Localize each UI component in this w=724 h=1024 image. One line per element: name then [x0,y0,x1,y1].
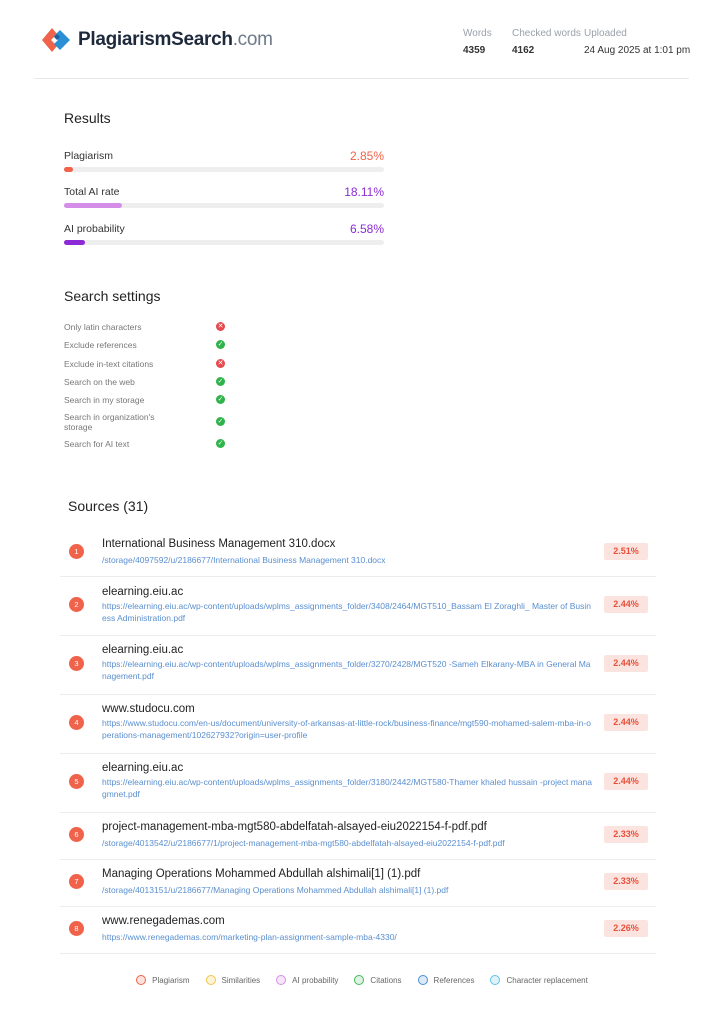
source-percent: 2.44% [604,714,648,731]
legend-dot-icon [276,975,286,985]
source-item[interactable] [60,813,656,860]
source-item[interactable] [60,530,656,577]
result-track [64,167,384,172]
legend-label: Similarities [221,975,261,985]
source-number: 1 [69,544,84,559]
setting-only-latin [64,322,234,332]
legend-label: AI probability [292,975,339,985]
logo-text: PlagiarismSearch.com [78,29,273,50]
source-url[interactable]: https://www.renegademas.com/marketing-plan-assignment-sample-mba-4330/ [102,932,397,942]
source-percent: 2.44% [604,773,648,790]
setting-label: Exclude references [64,340,137,350]
setting-search-org-storage [64,412,234,432]
source-number: 6 [69,827,84,842]
legend-item-citations [354,975,401,985]
legend-item-character-replacement [490,975,587,985]
setting-label: Only latin characters [64,322,142,332]
result-value: 2.85% [349,149,384,163]
source-item[interactable] [60,577,656,636]
source-title[interactable]: www.studocu.com [102,703,195,715]
source-number: 8 [69,921,84,936]
source-title[interactable]: elearning.eiu.ac [102,644,184,656]
checked-words-label: Checked words [512,28,581,39]
source-number: 7 [69,874,84,889]
result-fill [64,240,85,245]
source-item[interactable] [60,754,656,813]
checked-words-meta [512,28,581,56]
uploaded-meta [584,28,690,56]
cross-circle-icon: ✕ [217,360,224,367]
result-name: AI probability [64,223,125,235]
words-value: 4359 [463,45,486,56]
uploaded-label: Uploaded [584,28,627,39]
legend-dot-icon [206,975,216,985]
source-item[interactable] [60,695,656,754]
legend-label: Character replacement [506,975,588,985]
setting-label: Search for AI text [64,439,130,449]
setting-label: Search on the web [64,377,135,387]
checked-words-value: 4162 [512,45,535,56]
result-track [64,203,384,208]
legend-item-references [418,975,475,985]
source-item[interactable] [60,907,656,954]
words-meta [463,28,492,56]
result-fill [64,203,122,208]
source-percent: 2.44% [604,596,648,613]
source-number: 2 [69,597,84,612]
source-number: 4 [69,715,84,730]
legend-label: Plagiarism [152,975,190,985]
legend-item-ai-probability [276,975,338,985]
setting-exclude-references [64,340,234,350]
setting-search-my-storage [64,395,234,405]
uploaded-value: 24 Aug 2025 at 1:01 pm [584,45,691,56]
legend-item-similarities [206,975,261,985]
source-url[interactable]: /storage/4013542/u/2186677/1/project-management-mba-mgt580-abdelfatah-alsayed-eiu2022154-f-pdf.pdf [102,838,505,848]
source-url[interactable]: /storage/4097592/u/2186677/International Business Management 310.docx [102,555,386,565]
check-circle-icon: ✓ [217,418,224,425]
setting-label: Search in my storage [64,395,145,405]
result-value: 6.58% [349,222,384,236]
source-title[interactable]: project-management-mba-mgt580-abdelfatah-alsayed-eiu2022154-f-pdf.pdf [102,821,487,833]
logo[interactable] [40,26,273,54]
legend-item-plagiarism [136,975,189,985]
source-percent: 2.44% [604,655,648,672]
setting-label: Exclude in-text citations [64,359,154,369]
legend-label: Citations [370,975,402,985]
source-url[interactable]: https://elearning.eiu.ac/wp-content/uploads/wplms_assignments_folder/3270/2428/MGT520 -Sameh Elkarany-MBA in General Management.pdf [102,659,591,681]
result-name: Total AI rate [64,186,120,198]
result-fill [64,167,73,172]
source-number: 3 [69,656,84,671]
legend [0,975,724,985]
source-url[interactable]: https://www.studocu.com/en-us/document/university-of-arkansas-at-little-rock/business-finance/mgt590-mohamed-salem-mba-in-operations-management/102627932?origin=user-profile [102,718,591,740]
source-title[interactable]: elearning.eiu.ac [102,762,184,774]
legend-dot-icon [136,975,146,985]
check-circle-icon: ✓ [217,440,224,447]
source-percent: 2.26% [604,920,648,937]
header-divider [34,78,689,79]
legend-label: References [433,975,475,985]
source-number: 5 [69,774,84,789]
legend-dot-icon [490,975,500,985]
setting-exclude-citations [64,359,234,369]
check-circle-icon: ✓ [217,378,224,385]
source-percent: 2.33% [604,826,648,843]
legend-dot-icon [354,975,364,985]
setting-label: Search in organization's storage [64,412,155,432]
source-item[interactable] [60,860,656,907]
results-title: Results [64,110,111,126]
result-name: Plagiarism [64,150,114,162]
check-circle-icon: ✓ [217,341,224,348]
words-label: Words [463,28,492,39]
source-url[interactable]: https://elearning.eiu.ac/wp-content/uploads/wplms_assignments_folder/3180/2442/MGT580-Thamer khaled hussain -project managmnet.pdf [102,777,592,799]
check-circle-icon: ✓ [217,396,224,403]
source-title[interactable]: elearning.eiu.ac [102,586,184,598]
source-url[interactable]: https://elearning.eiu.ac/wp-content/uploads/wplms_assignments_folder/3408/2464/MGT510_Bassam El Zoraghli_ Master of Business Administration.pdf [102,601,592,623]
cross-circle-icon: ✕ [217,323,224,330]
source-title[interactable]: International Business Management 310.docx [102,538,336,550]
source-title[interactable]: www.renegademas.com [102,915,225,927]
sources-title: Sources (31) [68,498,149,514]
source-percent: 2.51% [604,543,648,560]
result-value: 18.11% [344,185,384,199]
report-header [0,0,724,80]
source-item[interactable] [60,636,656,695]
legend-dot-icon [418,975,428,985]
logo-mark-icon [40,26,74,54]
source-title[interactable]: Managing Operations Mohammed Abdullah alshimali[1] (1).pdf [102,868,421,880]
source-url[interactable]: /storage/4013151/u/2186677/Managing Operations Mohammed Abdullah alshimali[1] (1).pdf [102,885,449,895]
setting-search-ai [64,439,234,449]
search-settings-title: Search settings [64,288,161,304]
source-percent: 2.33% [604,873,648,890]
result-track [64,240,384,245]
setting-search-web [64,377,234,387]
